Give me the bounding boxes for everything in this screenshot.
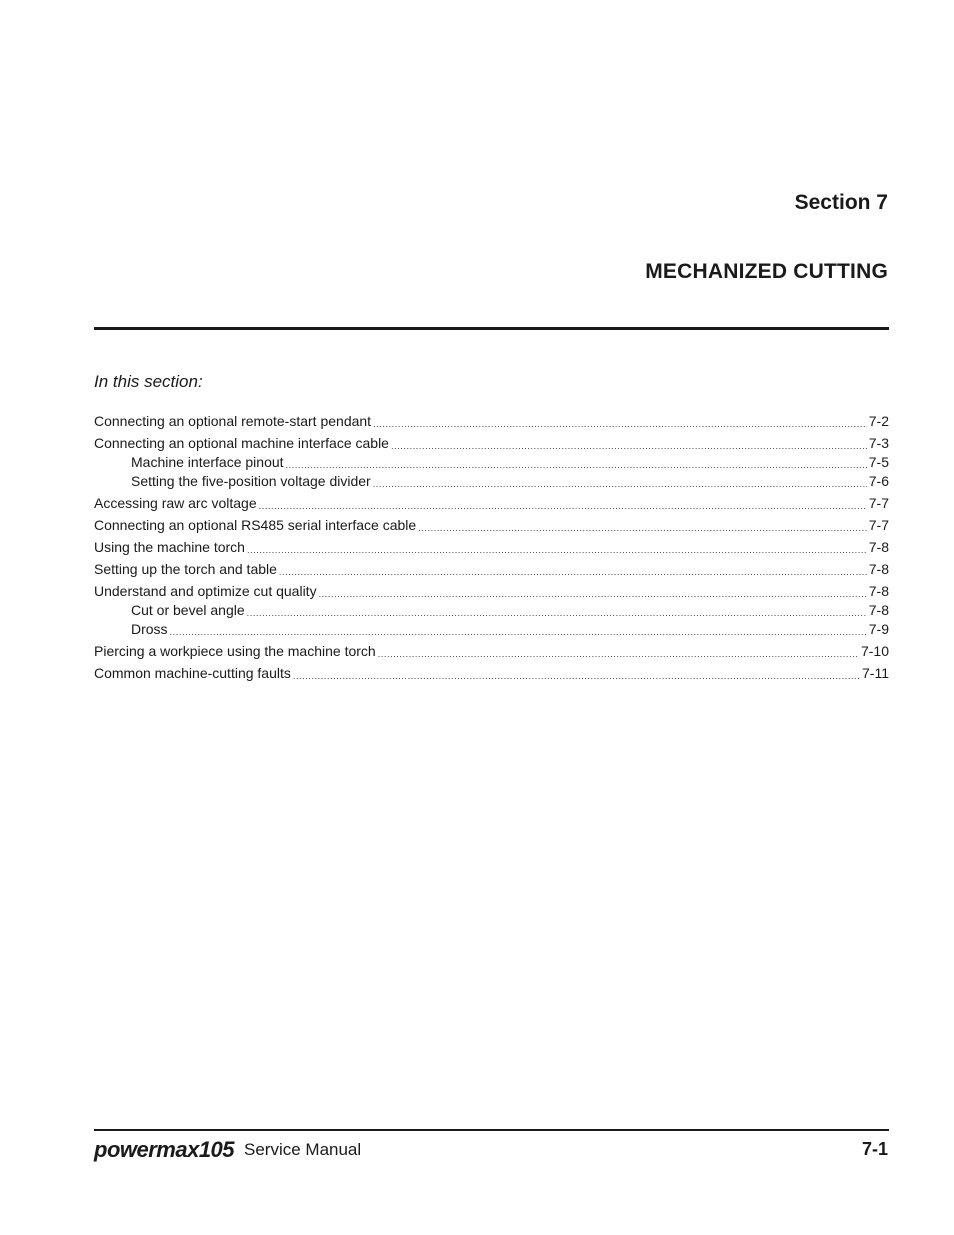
toc-entry[interactable]: [94, 642, 889, 661]
toc-entry-label: Cut or bevel angle: [131, 602, 245, 618]
toc-entry-label: Dross: [131, 621, 168, 637]
toc-entry-label: Connecting an optional remote-start pendant: [94, 413, 372, 429]
toc-leader-dots: [293, 669, 860, 684]
toc-entry-page: 7-9: [868, 621, 889, 637]
toc-entry-page: 7-8: [868, 561, 889, 577]
toc-entry-label: Machine interface pinout: [131, 454, 284, 470]
table-of-contents: [94, 412, 889, 683]
toc-leader-dots: [286, 458, 867, 473]
toc-leader-dots: [378, 647, 859, 662]
toc-subentry[interactable]: [94, 453, 889, 472]
toc-entry[interactable]: [94, 582, 889, 601]
toc-subentry[interactable]: [94, 601, 889, 620]
manual-name: Service Manual: [244, 1140, 362, 1159]
toc-subentry[interactable]: [94, 472, 889, 491]
toc-entry-label: Understand and optimize cut quality: [94, 583, 317, 599]
toc-entry-page: 7-10: [860, 643, 889, 659]
toc-entry[interactable]: [94, 434, 889, 453]
toc-entry[interactable]: [94, 560, 889, 579]
toc-entry-label: Using the machine torch: [94, 539, 245, 555]
toc-entry-label: Setting the five-position voltage divider: [131, 473, 371, 489]
toc-entry-label: Piercing a workpiece using the machine torch: [94, 643, 376, 659]
header-divider: [94, 327, 889, 330]
toc-entry-label: Connecting an optional RS485 serial interface cable: [94, 517, 417, 533]
toc-leader-dots: [391, 439, 867, 454]
section-number: Section 7: [794, 191, 888, 214]
toc-leader-dots: [247, 606, 867, 621]
toc-entry-label: Common machine-cutting faults: [94, 665, 291, 681]
toc-entry[interactable]: [94, 664, 889, 683]
toc-entry-label: Setting up the torch and table: [94, 561, 277, 577]
page-number: 7-1: [861, 1139, 888, 1159]
toc-leader-dots: [373, 477, 867, 492]
toc-entry-page: 7-7: [868, 495, 889, 511]
footer-divider: [94, 1129, 889, 1131]
toc-entry[interactable]: [94, 412, 889, 431]
toc-entry-page: 7-3: [868, 435, 889, 451]
toc-leader-dots: [373, 417, 867, 432]
toc-entry[interactable]: [94, 516, 889, 535]
toc-entry[interactable]: [94, 538, 889, 557]
toc-subentry[interactable]: [94, 620, 889, 639]
toc-entry-page: 7-8: [868, 602, 889, 618]
toc-leader-dots: [279, 565, 867, 580]
section-title: MECHANIZED CUTTING: [645, 260, 888, 283]
toc-entry-label: Connecting an optional machine interface cable: [94, 435, 389, 451]
toc-leader-dots: [418, 521, 867, 536]
toc-leader-dots: [259, 499, 867, 514]
toc-leader-dots: [247, 543, 867, 558]
toc-leader-dots: [319, 587, 867, 602]
toc-entry-page: 7-7: [868, 517, 889, 533]
toc-entry-label: Accessing raw arc voltage: [94, 495, 257, 511]
toc-intro: In this section:: [94, 372, 203, 391]
toc-entry-page: 7-11: [862, 665, 889, 681]
toc-entry-page: 7-8: [868, 583, 889, 599]
toc-entry-page: 7-5: [868, 454, 889, 470]
toc-entry[interactable]: [94, 494, 889, 513]
toc-leader-dots: [170, 625, 867, 640]
toc-entry-page: 7-6: [868, 473, 889, 489]
toc-entry-page: 7-8: [868, 539, 889, 555]
brand-logo: powermax105: [94, 1137, 235, 1162]
toc-entry-page: 7-2: [868, 413, 889, 429]
